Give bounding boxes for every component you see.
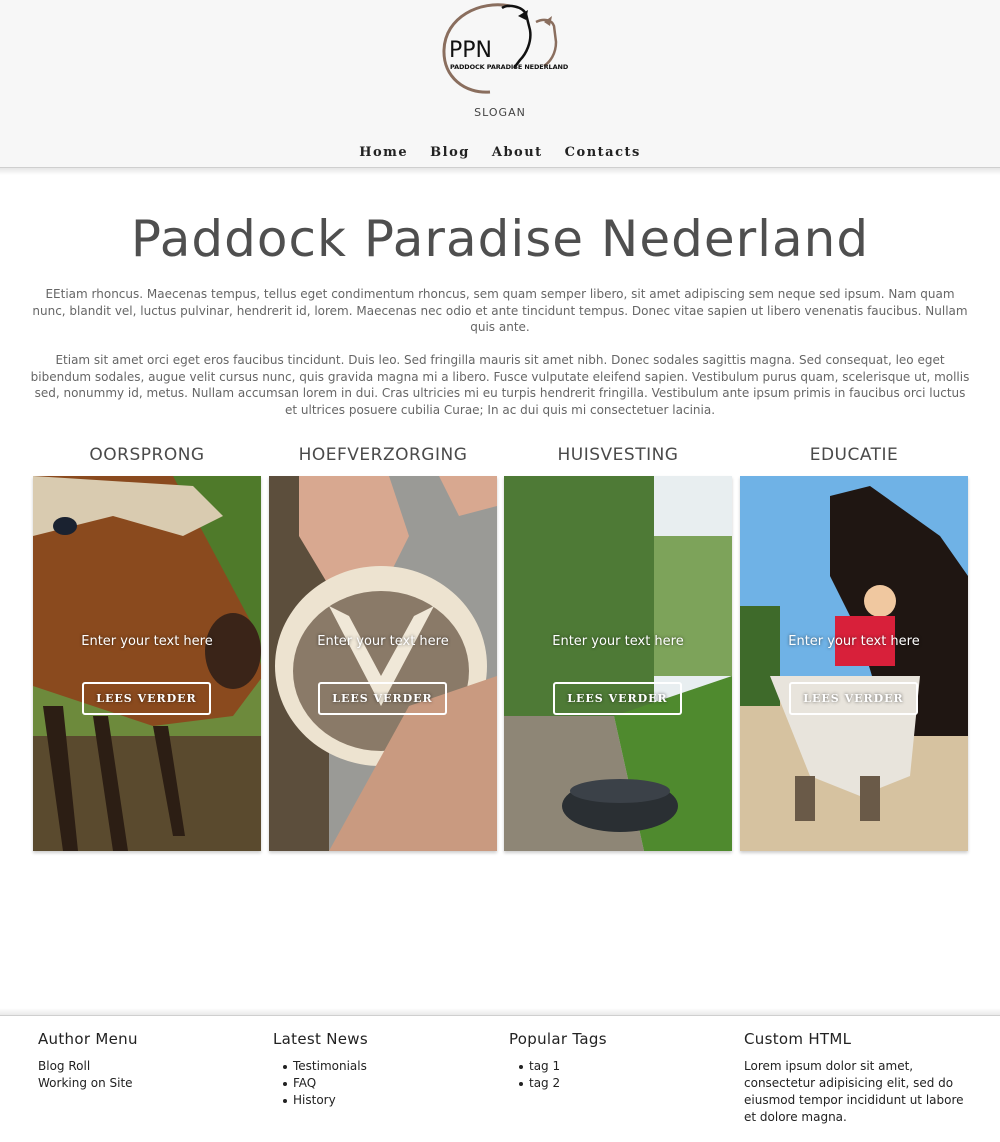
news-item-faq[interactable]: FAQ	[273, 1075, 498, 1092]
footer-heading: Latest News	[273, 1030, 368, 1048]
site-logo[interactable]	[440, 2, 569, 94]
page-title: Paddock Paradise Nederland	[130, 210, 870, 268]
slogan: SLOGAN	[474, 106, 526, 119]
nav-item-blog[interactable]: Blog	[430, 145, 470, 160]
header-divider	[0, 167, 1000, 175]
lees-verder-button[interactable]: LEES VERDER	[789, 682, 918, 715]
footer-popular-tags	[509, 1030, 734, 1092]
footer-latest-news	[273, 1030, 498, 1109]
horse-face-photo	[33, 476, 261, 851]
card-educatie[interactable]	[740, 476, 968, 851]
lees-verder-button[interactable]: LEES VERDER	[82, 682, 211, 715]
card-text: Enter your text here	[317, 634, 449, 649]
footer-author-menu	[38, 1030, 263, 1092]
card-text: Enter your text here	[552, 634, 684, 649]
logo-text: PPN	[449, 38, 492, 63]
logo-subtext: PADDOCK PARADISE NEDERLAND	[450, 63, 569, 71]
footer-custom-html	[744, 1030, 969, 1126]
card-oorsprong[interactable]	[33, 476, 261, 851]
news-item-history[interactable]: History	[273, 1092, 498, 1109]
footer-link-blog-roll[interactable]: Blog Roll	[38, 1059, 91, 1073]
footer-heading: Custom HTML	[744, 1030, 852, 1048]
intro-paragraph-1: EEtiam rhoncus. Maecenas tempus, tellus eget condimentum rhoncus, sem quam semper libero, sit amet adipiscing sem neque sed ipsum. Nam quam nunc, blandit vel, luctus pulvinar, hendrerit id, lorem. Maecenas nec odio et ante tincidunt tempus. Donec vitae sapien ut libero venenatis faucibus. Nullam quis ante.	[32, 287, 968, 334]
card-title-hoefverzorging: HOEFVERZORGING	[298, 445, 468, 465]
nav-item-about[interactable]: About	[491, 145, 543, 160]
site-footer	[0, 1016, 1000, 1142]
card-huisvesting[interactable]	[504, 476, 732, 851]
card-title-educatie: EDUCATIE	[809, 445, 899, 465]
nav-item-contacts[interactable]: Contacts	[564, 145, 641, 160]
tag-item[interactable]: tag 2	[509, 1075, 734, 1092]
paddock-track-photo	[504, 476, 732, 851]
farrier-photo	[740, 476, 968, 851]
card-title-huisvesting: HUISVESTING	[557, 445, 679, 465]
card-hoefverzorging[interactable]	[269, 476, 497, 851]
main-nav	[0, 141, 1000, 160]
tag-item[interactable]: tag 1	[509, 1058, 734, 1075]
footer-heading: Popular Tags	[509, 1030, 607, 1048]
card-title-oorsprong: OORSPRONG	[89, 445, 205, 465]
lees-verder-button[interactable]: LEES VERDER	[553, 682, 682, 715]
intro-paragraph-2: Etiam sit amet orci eget eros faucibus tincidunt. Duis leo. Sed fringilla mauris sit amet nibh. Donec sodales sagittis magna. Sed consequat, leo eget bibendum sodales, augue velit cursus nunc, quis gravida magna mi a libero. Fusce vulputate eleifend sapien. Vestibulum purus quam, scelerisque ut, mollis sed, nonummy id, metus. Nullam accumsan lorem in dui. Cras ultricies mi eu turpis hendrerit fringilla. Vestibulum ante ipsum primis in faucibus orci luctus et ultrices posuere cubilia Curae; In ac dui quis mi consectetuer lacinia.	[30, 353, 970, 417]
lees-verder-button[interactable]: LEES VERDER	[318, 682, 447, 715]
hoof-photo	[269, 476, 497, 851]
nav-item-home[interactable]: Home	[359, 145, 409, 160]
card-text: Enter your text here	[81, 634, 213, 649]
custom-html-text: Lorem ipsum dolor sit amet, consectetur adipisicing elit, sed do eiusmod tempor incididunt ut labore et dolore magna.	[744, 1059, 964, 1124]
card-text: Enter your text here	[788, 634, 920, 649]
footer-link-working-on-site[interactable]: Working on Site	[38, 1076, 133, 1090]
footer-heading: Author Menu	[38, 1030, 138, 1048]
footer-divider	[0, 1008, 1000, 1016]
news-item-testimonials[interactable]: Testimonials	[273, 1058, 498, 1075]
site-header	[0, 0, 1000, 167]
